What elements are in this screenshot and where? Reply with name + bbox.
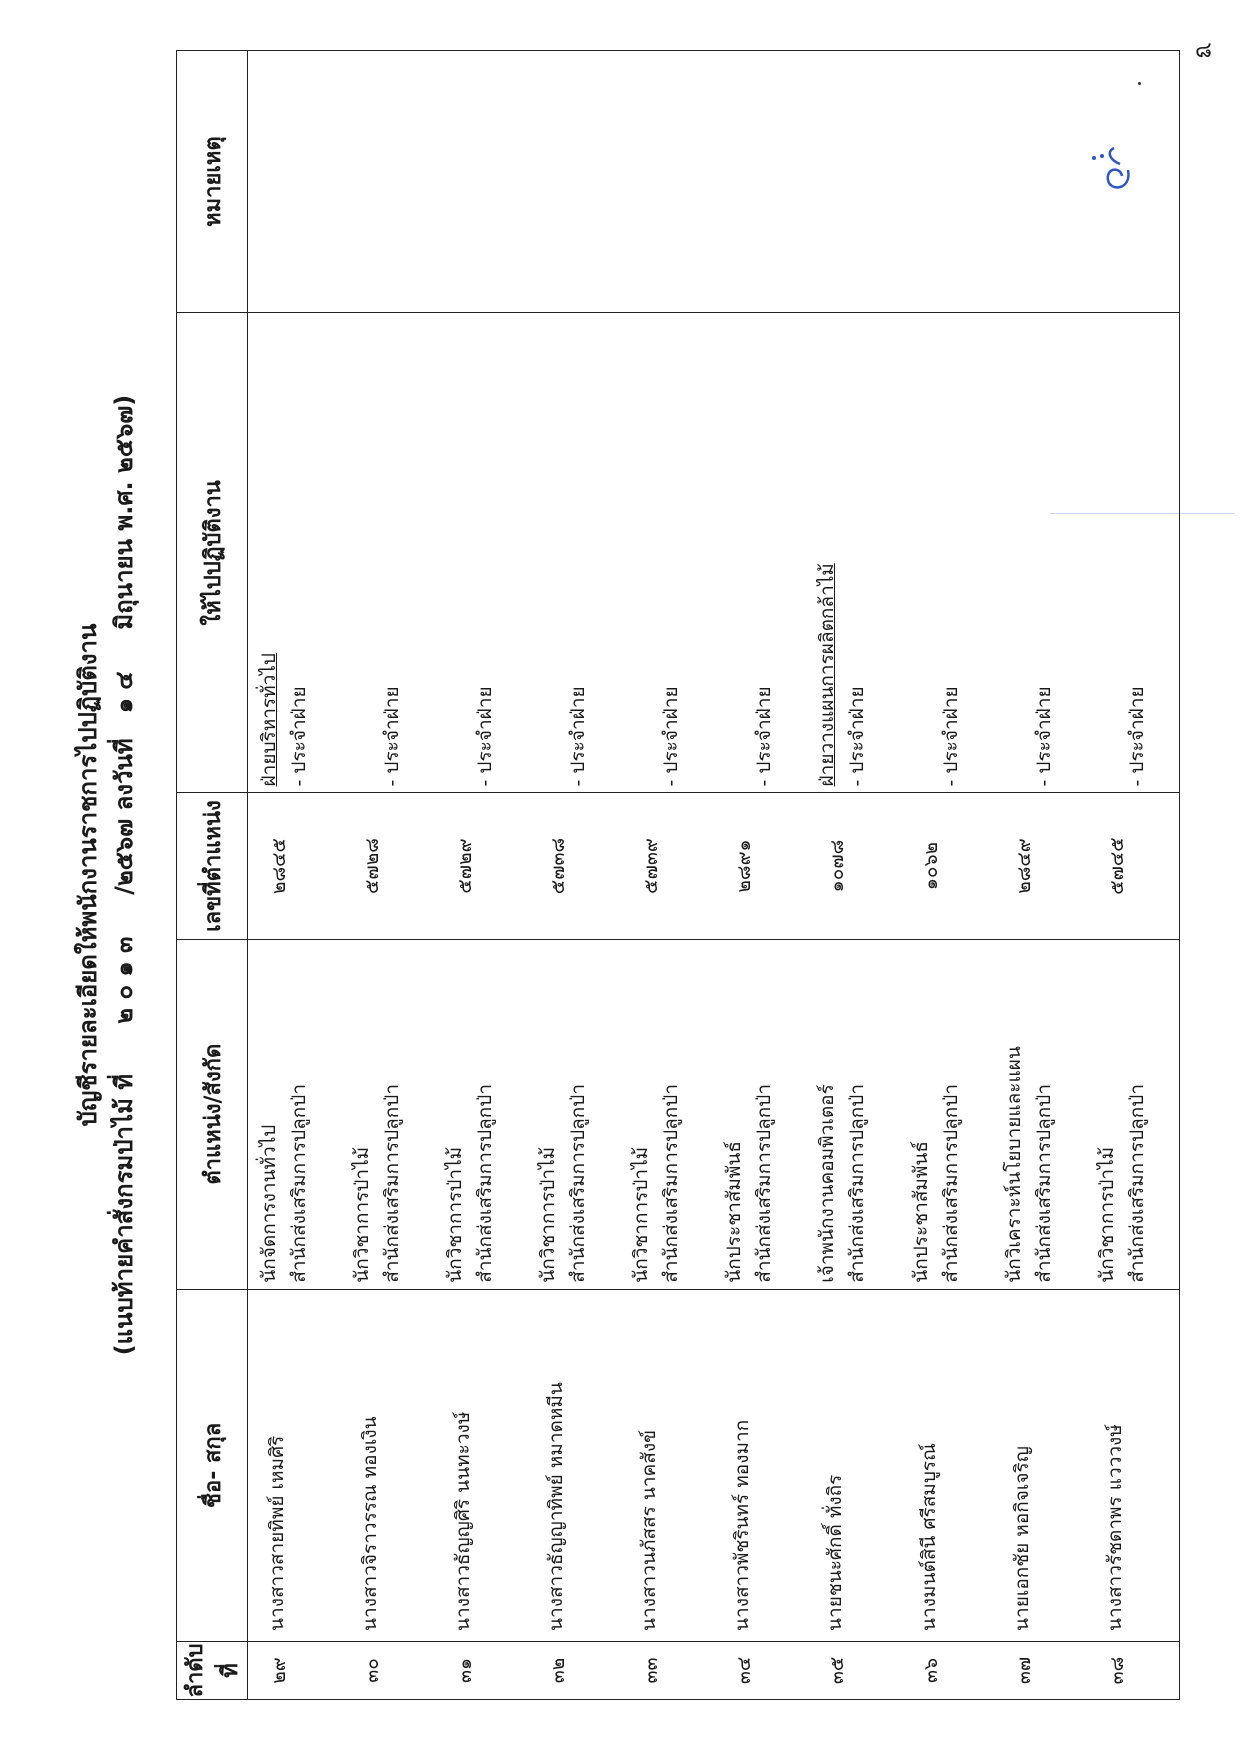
position-number: ๒๘๔๙ [993,793,1086,939]
position-unit: สำนักส่งเสริมการปลูกป่า [474,1083,497,1283]
position-unit: สำนักส่งเสริมการปลูกป่า [567,1083,590,1283]
staff-name: นายชนะศักดิ์ ทั่งถิร [806,1289,899,1641]
assignment-cell [993,313,1086,793]
table-row [248,51,342,1700]
staff-name: นางสาวนภัสสร นาคสังข์ [620,1289,713,1641]
position-title: นักจัดการงานทั่วไป [258,1124,280,1283]
remark-cell [248,51,342,313]
remark-cell [900,51,993,313]
initial-signature [1080,140,1140,210]
position-title: นักวิชาการป่าไม้ [537,1146,560,1283]
table-header-row [177,51,248,1700]
position-number: ๕๗๔๕ [1086,793,1180,939]
assignment-text: - ประจำฝ่าย [1125,686,1148,787]
position-cell [341,939,434,1289]
table-row [806,51,899,1700]
remark-cell [993,51,1086,313]
position-number: ๕๗๓๘ [527,793,620,939]
header-assignment: ให้ไปปฏิบัติงาน [177,313,248,793]
assignment-cell [341,313,434,793]
position-cell [527,939,620,1289]
remark-cell [620,51,713,313]
position-cell [806,939,899,1289]
position-cell [993,939,1086,1289]
assignment-text: - ประจำฝ่าย [288,686,310,787]
remark-cell [713,51,806,313]
assignment-cell [1086,313,1180,793]
position-title: เจ้าพนักงานคอมพิวเตอร์ [816,1084,839,1283]
assignment-cell [900,313,993,793]
order-month-year: มิถุนายน พ.ศ. ๒๕๖๗) [110,394,138,630]
position-title: นักวิชาการป่าไม้ [351,1146,374,1283]
assignment-cell [620,313,713,793]
table-row [900,51,993,1700]
position-cell [434,939,527,1289]
table-row [527,51,620,1700]
staff-name: นางมนต์สินี ศรีสมบูรณ์ [900,1289,993,1641]
position-number: ๒๘๙๑ [713,793,806,939]
staff-name: นางสาวธัญญศิริ นนทะวงษ์ [434,1289,527,1641]
assignment-text: - ประจำฝ่าย [567,686,590,787]
position-unit: สำนักส่งเสริมการปลูกป่า [288,1083,310,1283]
division-spacer [440,313,470,786]
division-spacer [999,313,1029,786]
row-number: ๓๓ [620,1641,713,1699]
position-number: ๕๗๓๙ [620,793,713,939]
position-cell [248,939,342,1289]
order-prefix: (แนบท้ายคำสั่งกรมป่าไม้ ที่ [110,1073,138,1356]
division-label: ฝ่ายบริหารทั่วไป [258,653,280,787]
page-number: ๘ [1195,38,1212,63]
header-no: ลำดับที่ [177,1641,248,1699]
order-year: /๒๕๖๗ ลงวันที่ [110,738,138,895]
division-spacer [533,313,563,786]
document-header [60,50,175,1700]
position-cell [900,939,993,1289]
row-number: ๓๘ [1086,1641,1180,1699]
row-number: ๓๖ [900,1641,993,1699]
position-number: ๑๐๖๒ [900,793,993,939]
position-title: นักวิเคราะห์นโยบายและแผน [1002,1046,1025,1283]
header-remark: หมายเหตุ [177,51,248,313]
assignment-text: - ประจำฝ่าย [660,686,683,787]
position-number: ๕๗๒๘ [341,793,434,939]
header-position-number: เลขที่ตำแหน่ง [177,793,248,939]
document-title: บัญชีรายละเอียดให้พนักงานราชการไปปฏิบัติงาน [74,623,102,1127]
assignment-text: - ประจำฝ่าย [381,686,404,787]
remark-cell [806,51,899,313]
division-label: ฝ่ายวางแผนการผลิตกล้าไม้ [816,563,839,787]
division-spacer [906,313,936,786]
assignment-text: - ประจำฝ่าย [1032,686,1055,787]
position-cell [1086,939,1180,1289]
staff-name: นางสาวสายทิพย์ เหมศิริ [248,1289,342,1641]
position-title: นักวิชาการป่าไม้ [630,1146,653,1283]
assignment-text: - ประจำฝ่าย [846,686,869,787]
assignment-cell [806,313,899,793]
row-number: ๓๗ [993,1641,1086,1699]
position-unit: สำนักส่งเสริมการปลูกป่า [846,1083,869,1283]
assignment-cell [527,313,620,793]
header-name: ชื่อ- สกุล [177,1289,248,1641]
assignment-cell [713,313,806,793]
order-reference-line [104,50,143,1700]
position-cell [620,939,713,1289]
position-unit: สำนักส่งเสริมการปลูกป่า [1032,1083,1055,1283]
table-row [993,51,1086,1700]
division-spacer [347,313,377,786]
position-unit: สำนักส่งเสริมการปลูกป่า [381,1083,404,1283]
header-position: ตำแหน่ง/สังกัด [177,939,248,1289]
row-number: ๓๐ [341,1641,434,1699]
staff-name: นางสาวพัชรินทร์ ทองมาก [713,1289,806,1641]
table-row [1086,51,1180,1700]
assignment-cell [434,313,527,793]
order-number: ๒ ๐ ๑ ๓ [110,936,138,1024]
staff-name: นางสาวธัญญาทิพย์ หมาดหมีน [527,1289,620,1641]
position-unit: สำนักส่งเสริมการปลูกป่า [660,1083,683,1283]
row-number: ๓๔ [713,1641,806,1699]
table-row [713,51,806,1700]
division-spacer [626,313,656,786]
position-title: นักประชาสัมพันธ์ [723,1141,746,1283]
division-spacer [1092,313,1122,786]
position-cell [713,939,806,1289]
staff-name: นายเอกชัย หอกิจเจริญ [993,1289,1086,1641]
row-number: ๓๑ [434,1641,527,1699]
position-title: นักประชาสัมพันธ์ [909,1141,932,1283]
remark-cell [341,51,434,313]
assignment-text: - ประจำฝ่าย [939,686,962,787]
position-unit: สำนักส่งเสริมการปลูกป่า [753,1083,776,1283]
row-number: ๓๒ [527,1641,620,1699]
position-number: ๕๗๒๙ [434,793,527,939]
division-spacer [719,313,749,786]
assignment-text: - ประจำฝ่าย [474,686,497,787]
table-row [620,51,713,1700]
assignment-text: - ประจำฝ่าย [753,686,776,787]
position-number: ๑๐๗๘ [806,793,899,939]
rotated-page [60,50,1200,1700]
table-body [248,51,1180,1700]
row-number: ๒๙ [248,1641,342,1699]
position-number: ๒๘๔๕ [248,793,342,939]
row-number: ๓๕ [806,1641,899,1699]
staff-name: นางสาวจิราวรรณ ทองเงิน [341,1289,434,1641]
remark-cell [527,51,620,313]
position-title: นักวิชาการป่าไม้ [1095,1146,1118,1283]
remark-cell [434,51,527,313]
position-unit: สำนักส่งเสริมการปลูกป่า [1125,1083,1148,1283]
table-row [434,51,527,1700]
table-row [341,51,434,1700]
staff-assignment-table [176,50,1180,1700]
staff-name: นางสาวรัชดาพร แวววงษ์ [1086,1289,1180,1641]
position-unit: สำนักส่งเสริมการปลูกป่า [939,1083,962,1283]
assignment-cell [248,313,342,793]
position-title: นักวิชาการป่าไม้ [444,1146,467,1283]
order-day: ๑ ๔ [110,671,138,714]
